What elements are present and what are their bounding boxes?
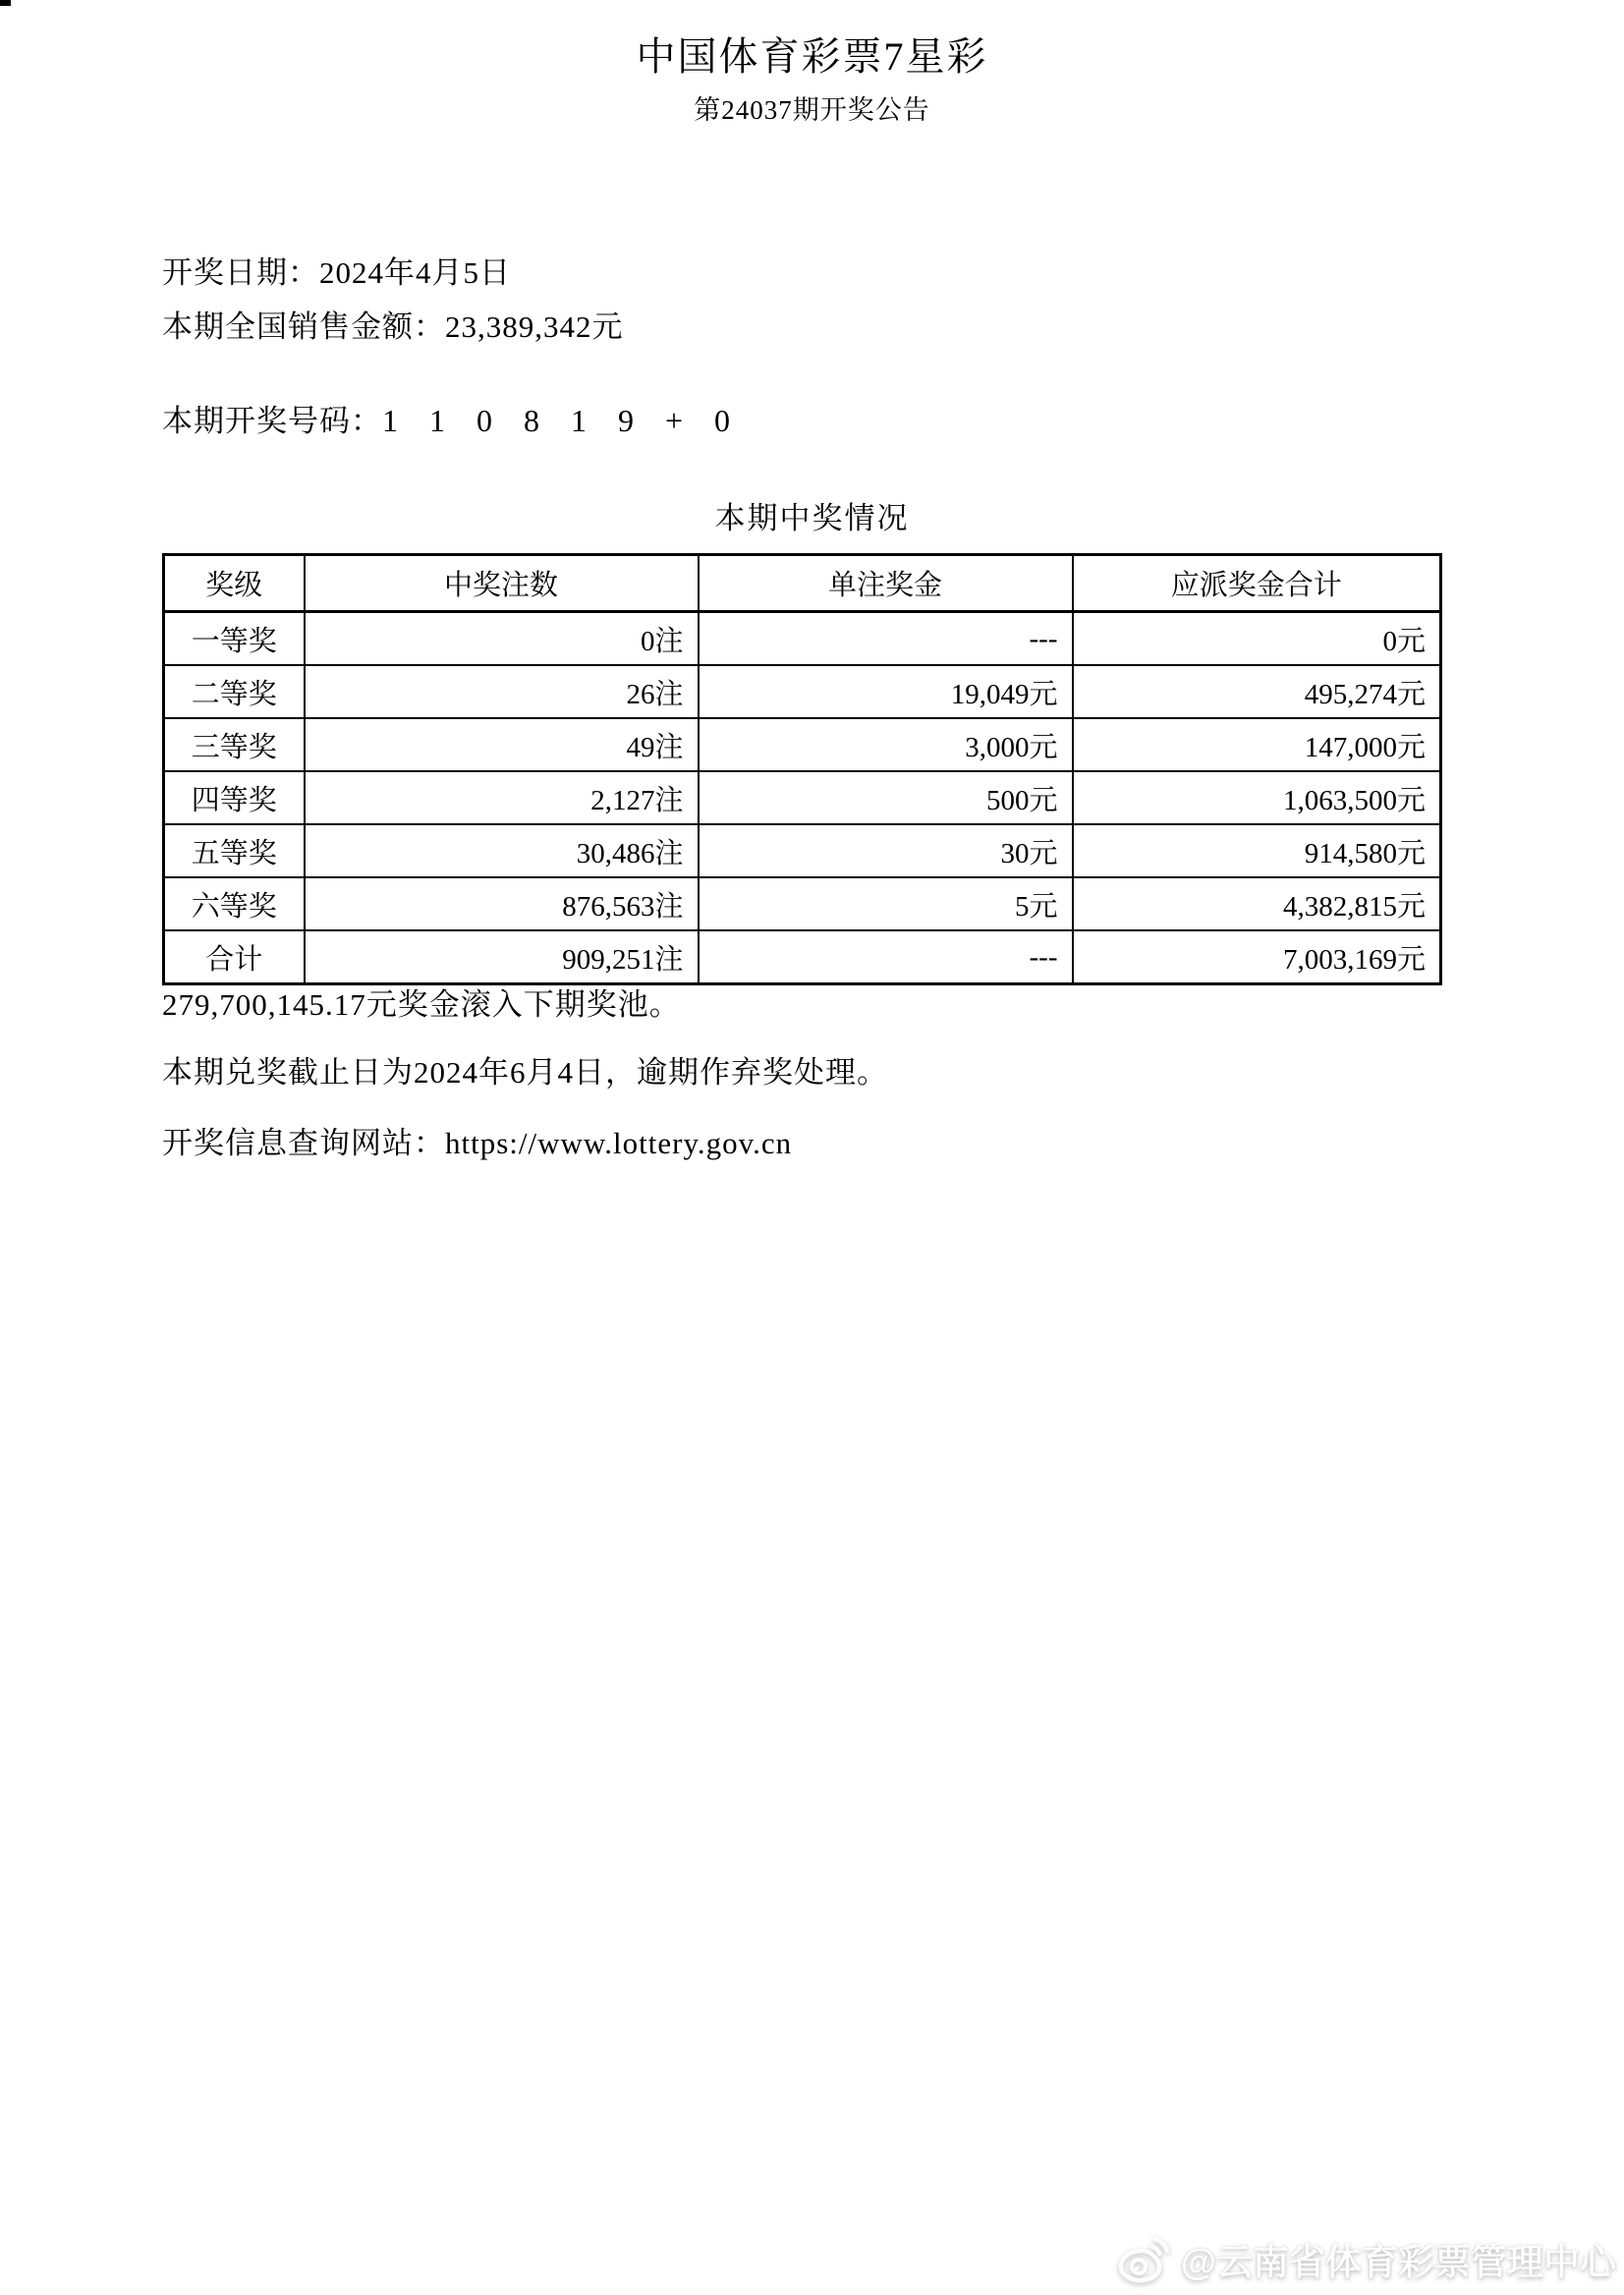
- table-row: [164, 771, 1441, 824]
- cell-bets: 909,251注: [305, 930, 699, 984]
- weibo-icon: [1118, 2234, 1171, 2283]
- cell-bets: 30,486注: [305, 824, 699, 877]
- col-header-prize-level: 奖级: [164, 555, 305, 612]
- cell-bets: 26注: [305, 665, 699, 718]
- cell-level: 二等奖: [164, 665, 305, 718]
- weibo-watermark: [1118, 2232, 1616, 2285]
- cell-bets: 2,127注: [305, 771, 699, 824]
- sales-amount-line: 本期全国销售金额：23,389,342元: [162, 309, 624, 344]
- prize-table: [162, 553, 1442, 985]
- cell-level: 六等奖: [164, 877, 305, 930]
- cell-bets: 876,563注: [305, 877, 699, 930]
- cell-total: 7,003,169元: [1073, 930, 1441, 984]
- draw-date-line: 开奖日期：2024年4月5日: [162, 255, 511, 290]
- winning-numbers-line: [162, 396, 742, 440]
- cell-level: 四等奖: [164, 771, 305, 824]
- col-header-prize-per-bet: 单注奖金: [699, 555, 1073, 612]
- cell-total: 0元: [1073, 612, 1441, 666]
- table-row: [164, 718, 1441, 771]
- cell-total: 4,382,815元: [1073, 877, 1441, 930]
- table-row: [164, 665, 1441, 718]
- page-subtitle: 第24037期开奖公告: [694, 95, 930, 125]
- cell-prize: 5元: [699, 877, 1073, 930]
- query-website-line: 开奖信息查询网站：https://www.lottery.gov.cn: [162, 1126, 793, 1160]
- table-row-total: [164, 930, 1441, 984]
- claim-deadline-line: 本期兑奖截止日为2024年6月4日，逾期作弃奖处理。: [162, 1055, 888, 1090]
- cell-bets: 49注: [305, 718, 699, 771]
- cell-prize: ---: [699, 930, 1073, 984]
- cell-total: 495,274元: [1073, 665, 1441, 718]
- rollover-jackpot-line: 279,700,145.17元奖金滚入下期奖池。: [162, 987, 681, 1022]
- winning-numbers-value: 1 1 0 8 1 9 + 0: [382, 403, 743, 438]
- cell-total: 147,000元: [1073, 718, 1441, 771]
- cell-prize: 3,000元: [699, 718, 1073, 771]
- scan-artifact-corner-mark: [0, 0, 11, 6]
- cell-prize: 30元: [699, 824, 1073, 877]
- winning-numbers-label: 本期开奖号码：: [162, 404, 382, 438]
- cell-level: 五等奖: [164, 824, 305, 877]
- prize-table-caption: 本期中奖情况: [714, 501, 910, 535]
- cell-prize: 500元: [699, 771, 1073, 824]
- table-row: [164, 612, 1441, 666]
- cell-level: 三等奖: [164, 718, 305, 771]
- cell-total: 914,580元: [1073, 824, 1441, 877]
- cell-total: 1,063,500元: [1073, 771, 1441, 824]
- watermark-text: @云南省体育彩票管理中心: [1180, 2242, 1616, 2282]
- cell-bets: 0注: [305, 612, 699, 666]
- cell-prize: 19,049元: [699, 665, 1073, 718]
- cell-level: 一等奖: [164, 612, 305, 666]
- col-header-winning-bets: 中奖注数: [305, 555, 699, 612]
- table-row: [164, 877, 1441, 930]
- page-title: 中国体育彩票7星彩: [636, 34, 988, 79]
- table-row: [164, 824, 1441, 877]
- cell-prize: ---: [699, 612, 1073, 666]
- col-header-total-payout: 应派奖金合计: [1073, 555, 1441, 612]
- prize-table-header-row: [164, 555, 1441, 612]
- cell-level: 合计: [164, 930, 305, 984]
